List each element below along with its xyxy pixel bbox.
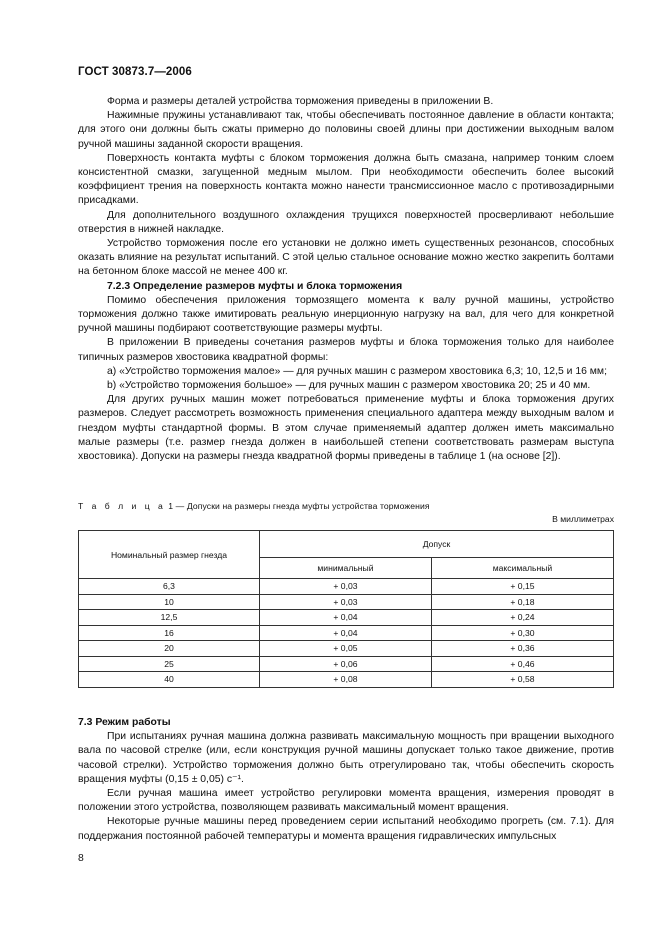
table-cell-max: + 0,30 — [431, 625, 613, 641]
table-cell-min: + 0,04 — [260, 610, 432, 626]
header-tolerance: Допуск — [260, 531, 614, 558]
table-row — [79, 672, 614, 688]
table-cell-max: + 0,46 — [431, 656, 613, 672]
table-cell-max: + 0,58 — [431, 672, 613, 688]
body-text-bottom — [78, 716, 614, 844]
table-row — [79, 579, 614, 595]
table-cell-max: + 0,15 — [431, 579, 613, 595]
table-cell-size: 40 — [79, 672, 260, 688]
table-cell-max: + 0,36 — [431, 641, 613, 657]
list-item-a: a) «Устройство торможения малое» — для ручных машин с размером хвостовика 6,3; 10, 12,5 и 16 мм; — [107, 365, 607, 377]
page-number: 8 — [78, 853, 84, 864]
table-row — [79, 656, 614, 672]
table-units: В миллиметрах — [552, 514, 614, 524]
section-heading-7-2-3: 7.2.3 Определение размеров муфты и блока торможения — [107, 280, 403, 292]
tolerance-table — [78, 530, 614, 688]
header-max: максимальный — [431, 558, 613, 579]
table-caption — [78, 501, 430, 511]
paragraph: Помимо обеспечения приложения тормозящего момента к валу ручной машины, устройство торможения должно также имитировать реальную инерционную нагрузку на вал, для чего для конкретной ручной машины подбирают соответствующие размеры муфты. — [78, 294, 614, 335]
table-cell-min: + 0,08 — [260, 672, 432, 688]
table-cell-min: + 0,03 — [260, 594, 432, 610]
table-cell-size: 6,3 — [79, 579, 260, 595]
paragraph: Нажимные пружины устанавливают так, чтобы обеспечивать постоянное давление в области контакта; для этого они должны быть сжаты примерно до половины своей длины при достижении выходным валом ручной машины заданной скорости вращения. — [78, 110, 614, 150]
table-cell-size: 12,5 — [79, 610, 260, 626]
table-caption-text: 1 — Допуски на размеры гнезда муфты устройства торможения — [168, 501, 430, 511]
table-cell-max: + 0,24 — [431, 610, 613, 626]
paragraph: При испытаниях ручная машина должна развивать максимальную мощность при вращении выходного вала по часовой стрелке (или, если конструкция ручной машины допускает только такое движение, против часовой стрелки). Устройство торможения должно быть отрегулировано так, чтобы обеспечить скорость вращения муфты (0,15 ± 0,05) с⁻¹. — [78, 731, 614, 785]
table-row — [79, 625, 614, 641]
header-min: минимальный — [260, 558, 432, 579]
table-cell-size: 16 — [79, 625, 260, 641]
table-caption-label: Т а б л и ц а — [78, 501, 166, 511]
paragraph: Устройство торможения после его установки не должно иметь существенных резонансов, способных оказать влияние на результат испытаний. С этой целью стальное основание можно жестко закрепить болтами на бетонном блоке массой не менее 400 кг. — [78, 238, 614, 278]
table-row — [79, 594, 614, 610]
paragraph: Поверхность контакта муфты с блоком торможения должна быть смазана, например тонким слоем консистентной смазки, загущенной медным мылом. При необходимости обеспечить более высокий коэффициент трения на поверхность контакта можно нанести трансмиссионное масло с противозадирными присадками. — [78, 152, 614, 207]
table-row — [79, 610, 614, 626]
table-row — [79, 641, 614, 657]
table-cell-min: + 0,05 — [260, 641, 432, 657]
table-cell-size: 10 — [79, 594, 260, 610]
table-cell-min: + 0,06 — [260, 656, 432, 672]
paragraph: Некоторые ручные машины перед проведением серии испытаний необходимо прогреть (см. 7.1). Для поддержания постоянной рабочей температуры и момента вращения гидравлических импульсных — [78, 816, 614, 842]
paragraph: Для других ручных машин может потребоваться применение муфты и блока торможения других размеров. Следует рассмотреть возможность применения специального адаптера между выходным валом и гнездом муфты стандартной формы. В этом случае применяемый адаптер должен иметь максимально малые размеры (т.е. размер гнезда должен в наибольшей степени соответствовать размерам выступа хвостовика). Допуски на размеры гнезда квадратной формы приведены в таблице 1 (на основе [2]). — [78, 394, 614, 463]
paragraph: Для дополнительного воздушного охлаждения трущихся поверхностей просверливают небольшие отверстия в нижней накладке. — [78, 209, 614, 235]
table-cell-size: 20 — [79, 641, 260, 657]
section-heading-7-3: 7.3 Режим работы — [78, 717, 171, 728]
table-cell-min: + 0,03 — [260, 579, 432, 595]
standard-header: ГОСТ 30873.7—2006 — [78, 66, 192, 78]
list-item-b: b) «Устройство торможения большое» — для ручных машин с размером хвостовика 20; 25 и 40 мм. — [107, 380, 591, 392]
table-cell-min: + 0,04 — [260, 625, 432, 641]
header-nominal-size: Номинальный размер гнезда — [79, 531, 260, 579]
table-cell-size: 25 — [79, 656, 260, 672]
paragraph: Форма и размеры деталей устройства торможения приведены в приложении В. — [107, 96, 494, 107]
paragraph: В приложении В приведены сочетания размеров муфты и блока торможения только для наиболее типичных размеров хвостовика квадратной формы: — [78, 337, 614, 363]
table-cell-max: + 0,18 — [431, 594, 613, 610]
paragraph: Если ручная машина имеет устройство регулировки момента вращения, измерения проводят в положении этого устройства, позволяющем развивать максимальный момент вращения. — [78, 788, 614, 814]
body-text-top — [78, 95, 614, 464]
